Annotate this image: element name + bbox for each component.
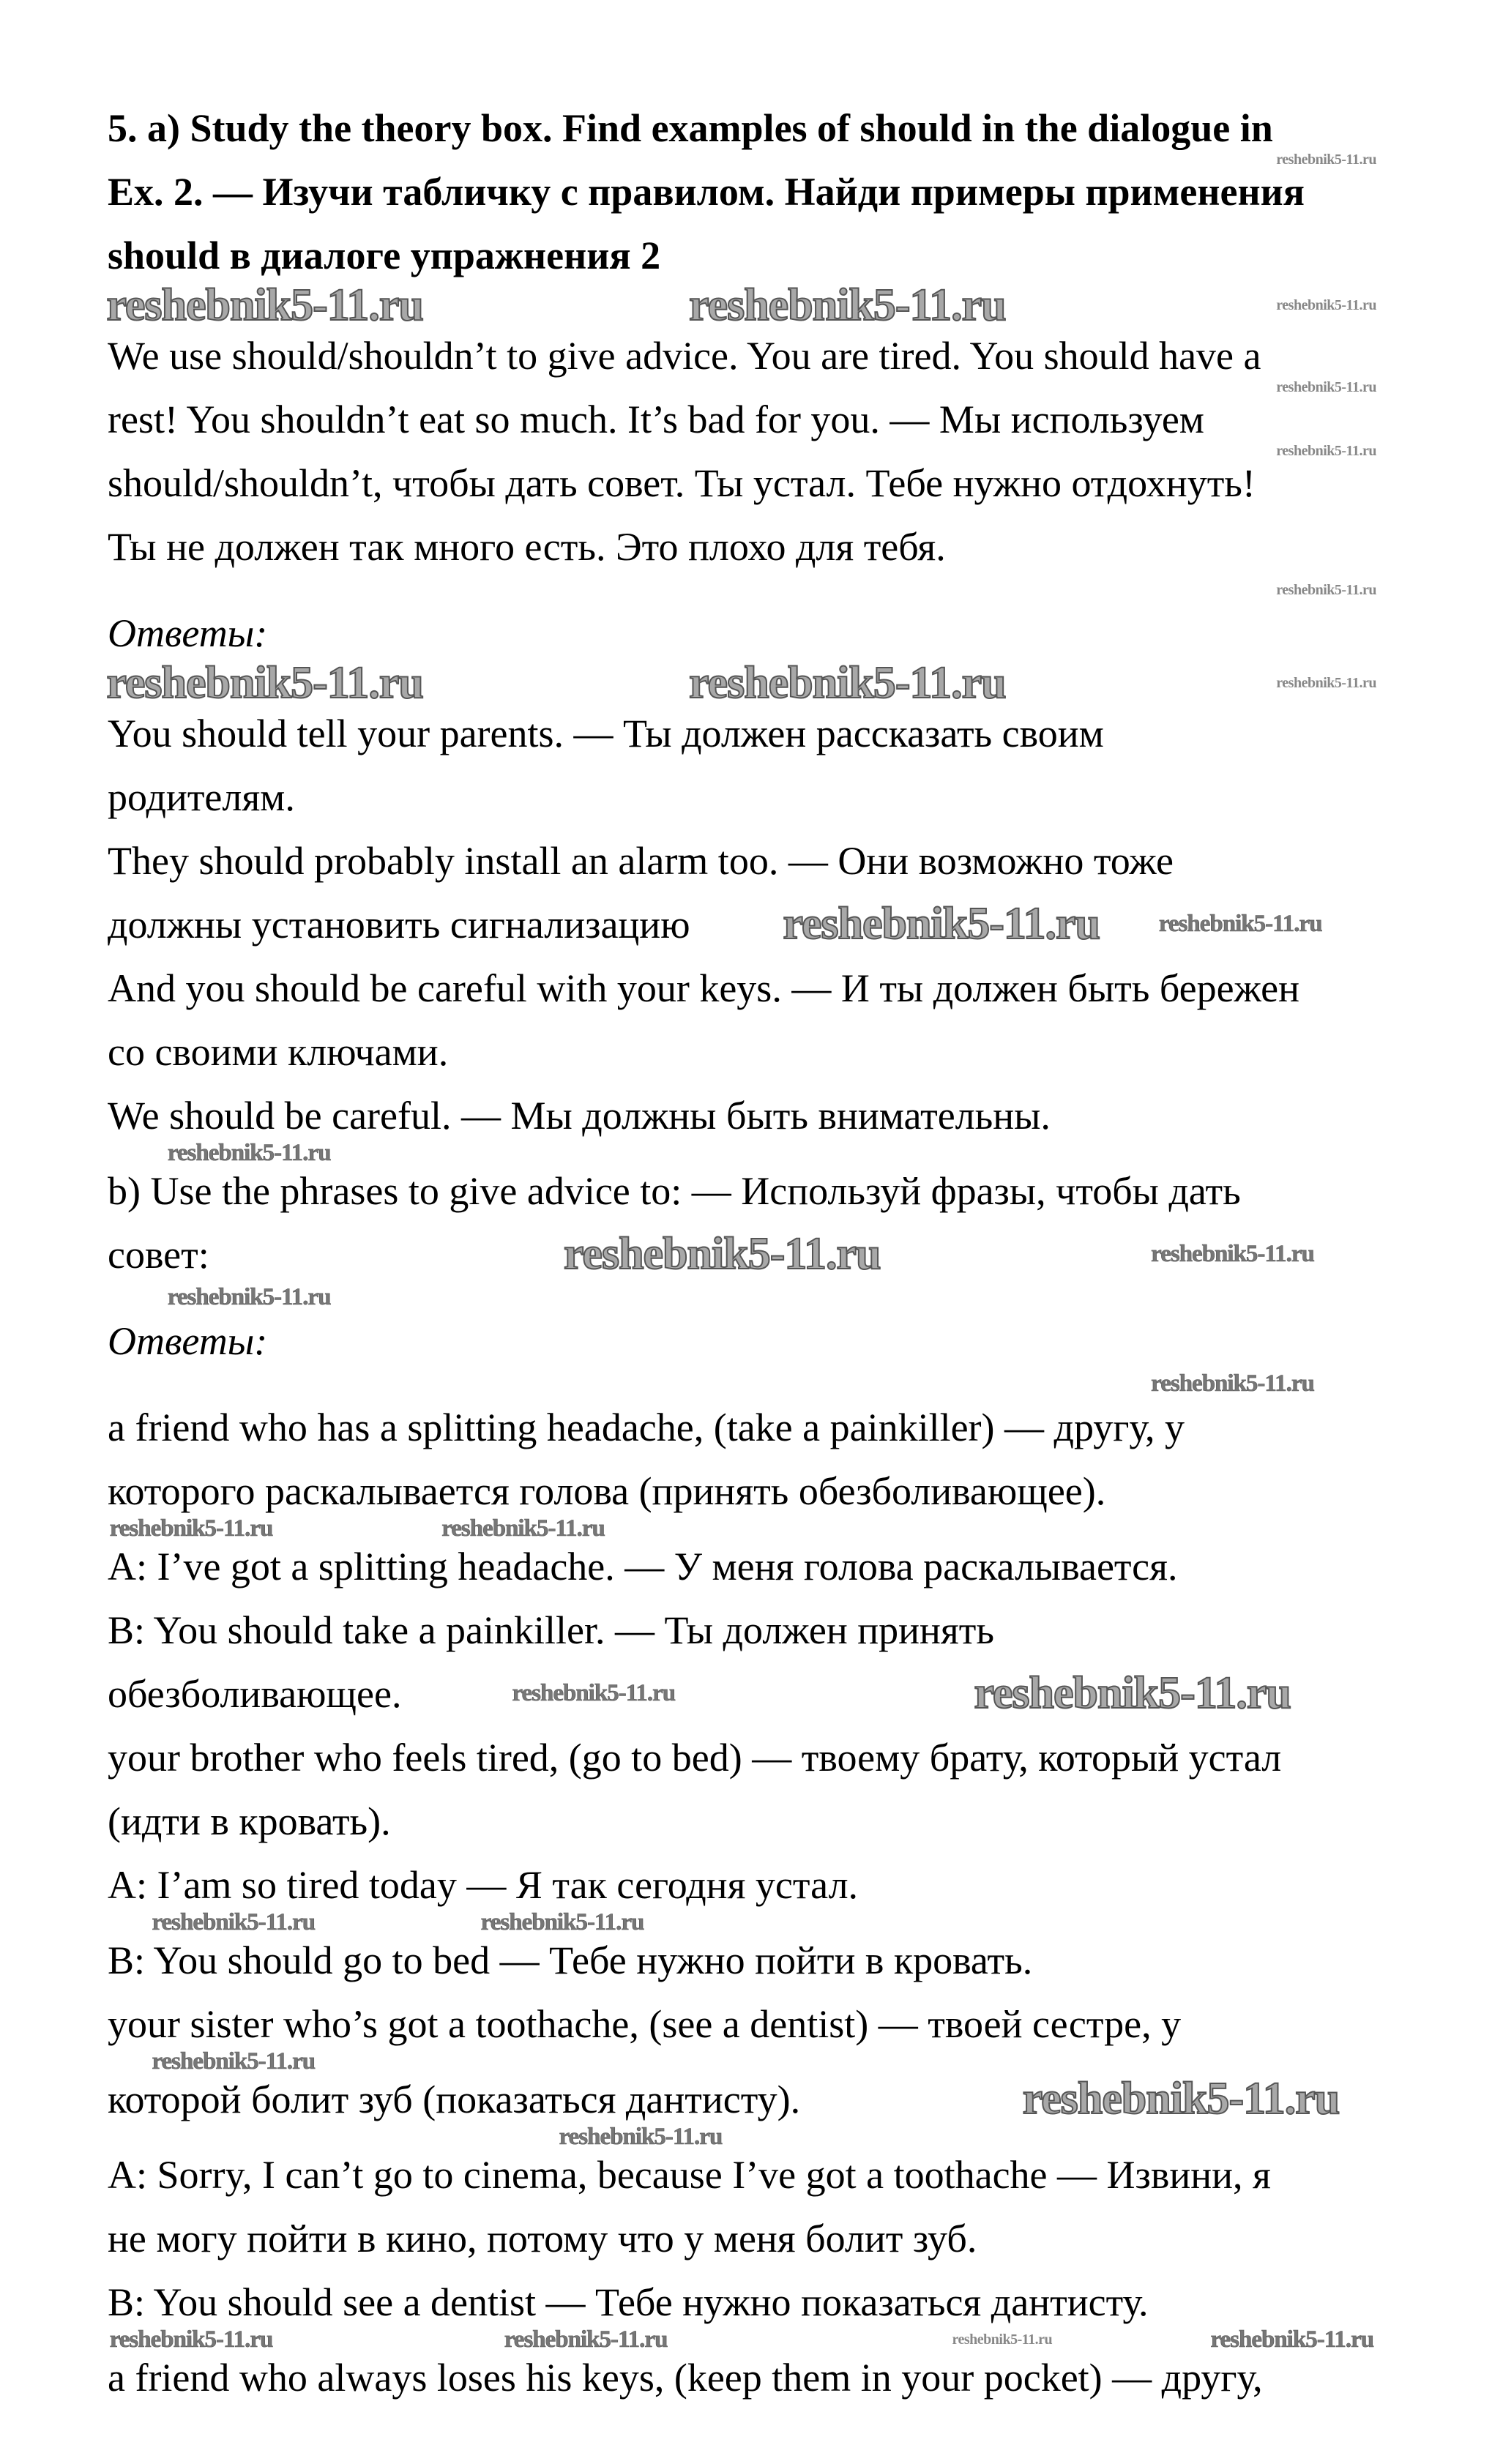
watermark: reshebnik5-11.ru [109,1515,273,1542]
watermark: reshebnik5-11.ru [1158,911,1322,938]
watermark: reshebnik5-11.ru [952,2332,1053,2348]
watermark: reshebnik5-11.ru [1276,443,1376,459]
text-line: со своими ключами. [108,1030,449,1074]
watermark: reshebnik5-11.ru [441,1515,605,1542]
text-line: должны установить сигнализацию [108,903,690,947]
watermark: reshebnik5-11.ru [109,2326,273,2353]
watermark: reshebnik5-11.ru [1151,1241,1314,1268]
text-line: A: I’ve got a splitting headache. — У меня голова раскалывается. [108,1545,1178,1588]
text-line: They should probably install an alarm too. — Они возможно тоже [108,839,1174,883]
text-line: совет: [108,1233,209,1277]
watermark: reshebnik5-11.ru [1022,2074,1340,2124]
text-line: a friend who has a splitting headache, (take a painkiller) — другу, у [108,1405,1185,1449]
watermark: reshebnik5-11.ru [689,280,1006,330]
text-line: your brother who feels tired, (go to bed) — твоему брату, который устал [108,1736,1282,1780]
watermark: reshebnik5-11.ru [106,280,423,330]
text-line: обезболивающее. [108,1672,402,1716]
text-line: your sister who’s got a toothache, (see a dentist) — твоей сестре, у [108,2002,1182,2046]
watermark: reshebnik5-11.ru [1276,581,1376,598]
text-line: We should be careful. — Мы должны быть внимательны. [108,1094,1051,1138]
watermark: reshebnik5-11.ru [504,2326,668,2353]
text-line: We use should/shouldn’t to give advice. You are tired. You should have a [108,334,1261,378]
watermark: reshebnik5-11.ru [1276,152,1376,168]
watermark: reshebnik5-11.ru [564,1229,881,1280]
watermark: reshebnik5-11.ru [1151,1370,1314,1397]
answers-label: Ответы: [108,1319,268,1363]
answers-label: Ответы: [108,611,268,655]
watermark: reshebnik5-11.ru [106,657,423,708]
watermark: reshebnik5-11.ru [480,1908,644,1935]
watermark: reshebnik5-11.ru [152,2047,316,2075]
task-heading-line: Ex. 2. — Изучи табличку с правилом. Найди примеры применения [108,170,1305,214]
watermark: reshebnik5-11.ru [512,1680,676,1707]
text-line: You should tell your parents. — Ты должен рассказать своим [108,712,1104,755]
watermark: reshebnik5-11.ru [783,899,1100,949]
text-line: A: I’am so tired today — Я так сегодня устал. [108,1863,859,1907]
text-line: rest! You shouldn’t eat so much. It’s bad for you. — Мы используем [108,397,1204,441]
watermark: reshebnik5-11.ru [167,1284,331,1311]
watermark: reshebnik5-11.ru [152,1908,316,1935]
text-line: которой болит зуб (показаться дантисту). [108,2077,801,2121]
text-line: B: You should take a painkiller. — Ты должен принять [108,1608,994,1652]
watermark: reshebnik5-11.ru [167,1139,331,1166]
text-line: should/shouldn’t, чтобы дать совет. Ты устал. Тебе нужно отдохнуть! [108,461,1256,505]
text-line: Ты не должен так много есть. Это плохо для тебя. [108,525,946,569]
text-line: B: You should see a dentist — Тебе нужно показаться дантисту. [108,2280,1149,2324]
watermark: reshebnik5-11.ru [689,657,1006,708]
text-line: которого раскалывается голова (принять обезболивающее). [108,1469,1106,1513]
watermark: reshebnik5-11.ru [1276,675,1376,691]
text-line: a friend who always loses his keys, (keep them in your pocket) — другу, [108,2356,1263,2400]
watermark: reshebnik5-11.ru [1276,379,1376,395]
text-line: B: You should go to bed — Тебе нужно пойти в кровать. [108,1938,1033,1982]
watermark: reshebnik5-11.ru [559,2123,723,2150]
text-line: b) Use the phrases to give advice to: — Используй фразы, чтобы дать [108,1169,1241,1213]
watermark: reshebnik5-11.ru [974,1668,1291,1719]
task-heading-line: 5. a) Study the theory box. Find examples of should in the dialogue in [108,106,1273,150]
text-line: не могу пойти в кино, потому что у меня болит зуб. [108,2217,977,2260]
text-line: родителям. [108,775,295,819]
watermark: reshebnik5-11.ru [1210,2326,1374,2353]
text-line: And you should be careful with your keys. — И ты должен быть бережен [108,966,1300,1010]
task-heading-line: should в диалоге упражнения 2 [108,234,661,277]
text-line: A: Sorry, I can’t go to cinema, because I’ve got a toothache — Извини, я [108,2153,1271,2197]
watermark: reshebnik5-11.ru [1276,297,1376,313]
text-line: (идти в кровать). [108,1799,391,1843]
